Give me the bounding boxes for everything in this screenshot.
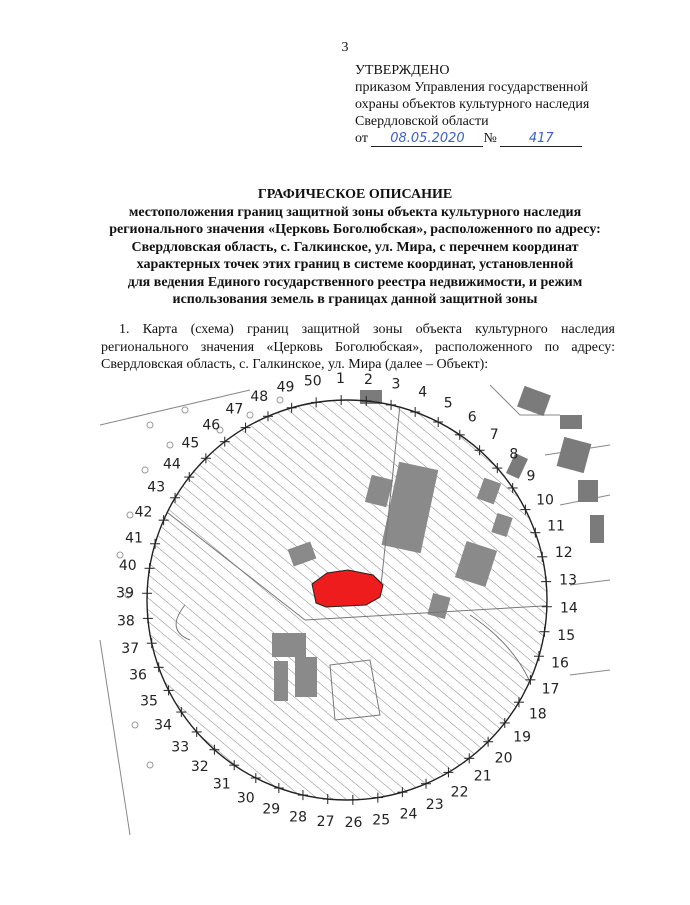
boundary-point-label: 46 <box>202 417 221 434</box>
map-caption-paragraph: 1. Карта (схема) границ защитной зоны объекта культурного наследия регионального значения «Церковь Боголюбская», расположенного по адресу: Свердловская область, с. Галкинское, ул. Мира (далее – Объект): <box>101 322 615 372</box>
boundary-point-label: 14 <box>559 600 578 617</box>
order-date: 08.05.2020 <box>371 132 483 147</box>
boundary-point-label: 32 <box>190 759 209 776</box>
boundary-point-label: 7 <box>489 426 499 443</box>
boundary-point-label: 4 <box>418 384 428 401</box>
title-line-4: характерных точек этих границ в системе координат, установленной <box>136 257 574 272</box>
boundary-point-label: 18 <box>528 706 547 723</box>
boundary-point-label: 19 <box>513 729 532 746</box>
boundary-point-label: 6 <box>467 409 477 426</box>
title-line-2: регионального значения «Церковь Боголюбская», расположенного по адресу: <box>109 222 601 237</box>
order-line-1: приказом Управления государственной <box>355 80 589 95</box>
approval-stamp <box>355 62 589 147</box>
boundary-point-label: 2 <box>363 372 373 388</box>
boundary-point-label: 25 <box>372 812 391 829</box>
boundary-point-label: 13 <box>559 572 578 589</box>
boundary-point-label: 26 <box>344 814 363 831</box>
boundary-point-label: 40 <box>118 557 137 574</box>
document-title <box>60 186 650 309</box>
protection-zone-map <box>90 371 610 840</box>
boundary-point-label: 41 <box>125 530 143 547</box>
number-prefix: № <box>483 131 497 146</box>
boundary-point-label: 8 <box>509 446 519 463</box>
boundary-point-label: 28 <box>289 809 308 826</box>
boundary-point-label: 45 <box>181 435 200 452</box>
boundary-point-label: 44 <box>162 456 181 473</box>
boundary-point-label: 43 <box>147 479 166 496</box>
boundary-point-label: 27 <box>316 814 335 830</box>
boundary-point-label: 30 <box>236 790 255 807</box>
boundary-point-label: 48 <box>250 389 269 406</box>
boundary-point-label: 11 <box>547 518 565 535</box>
boundary-point-label: 39 <box>116 585 135 602</box>
page-number: 3 <box>341 40 349 55</box>
boundary-point-label: 31 <box>212 776 231 793</box>
boundary-point-label: 34 <box>154 717 173 734</box>
boundary-point-label: 21 <box>473 768 492 785</box>
title-line-5: для ведения Единого государственного реестра недвижимости, и режим <box>127 274 583 290</box>
order-line-2: охраны объектов культурного наследия <box>355 97 590 112</box>
approved-label: УТВЕРЖДЕНО <box>355 63 450 78</box>
boundary-point-label: 33 <box>171 739 190 756</box>
boundary-point-label: 22 <box>450 784 469 801</box>
boundary-point-label: 29 <box>262 801 281 818</box>
order-date-line <box>355 130 589 147</box>
boundary-point-label: 24 <box>399 806 418 823</box>
boundary-point-label: 38 <box>116 613 135 630</box>
date-prefix: от <box>355 131 368 146</box>
boundary-point-label: 42 <box>134 504 153 521</box>
boundary-point-label: 1 <box>336 371 345 388</box>
boundary-point-label: 15 <box>557 628 576 645</box>
boundary-point-label: 35 <box>140 693 158 710</box>
boundary-point-label: 49 <box>276 379 295 396</box>
boundary-point-label: 23 <box>425 796 444 813</box>
boundary-point-label: 20 <box>494 750 513 767</box>
boundary-point-label: 16 <box>551 655 569 672</box>
title-line-3: Свердловская область, с. Галкинское, ул. Мира, с перечнем координат <box>131 239 579 255</box>
boundary-point-label: 3 <box>391 376 401 393</box>
order-line-3: Свердловской области <box>355 114 489 129</box>
boundary-point-label: 5 <box>443 395 453 412</box>
title-heading: ГРАФИЧЕСКОЕ ОПИСАНИЕ <box>257 187 453 202</box>
boundary-point-label: 12 <box>554 545 573 562</box>
boundary-point-label: 10 <box>536 492 554 509</box>
order-number: 417 <box>500 132 582 147</box>
boundary-point-label: 9 <box>526 468 536 485</box>
boundary-point-label: 50 <box>303 373 322 390</box>
title-line-1: местоположения границ защитной зоны объекта культурного наследия <box>128 204 582 220</box>
boundary-point-label: 37 <box>121 640 140 657</box>
boundary-point-label: 17 <box>541 681 560 698</box>
title-line-6: использования земель в границах данной защитной зоны <box>172 292 538 307</box>
boundary-point-label: 47 <box>225 401 244 418</box>
boundary-point-label: 36 <box>129 667 147 684</box>
